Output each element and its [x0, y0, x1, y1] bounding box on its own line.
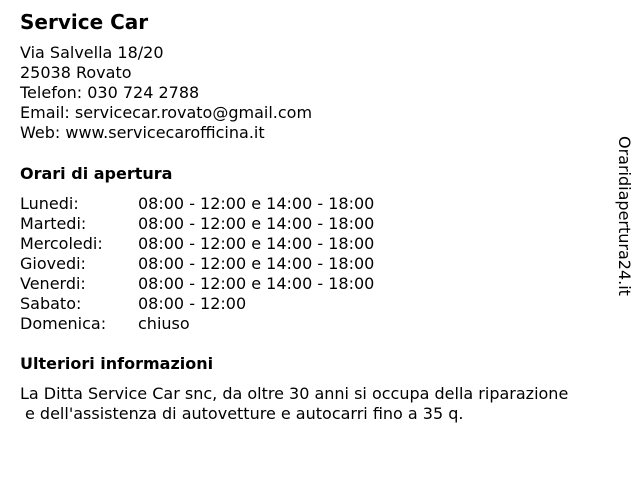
website: Web: www.servicecarofficina.it: [20, 123, 265, 142]
info-line: La Ditta Service Car snc, da oltre 30 anni si occupa della riparazione: [20, 384, 569, 403]
day-hours: 08:00 - 12:00 e 14:00 - 18:00: [138, 194, 375, 213]
street-address: Via Salvella 18/20: [20, 43, 164, 62]
day-label: Lunedi:: [20, 194, 79, 213]
day-label: Sabato:: [20, 294, 82, 313]
day-hours: chiuso: [138, 314, 190, 333]
additional-info-text: [20, 384, 568, 424]
phone-number: Telefon: 030 724 2788: [20, 83, 200, 102]
opening-hours-heading: Orari di apertura: [20, 164, 173, 183]
email-address: Email: servicecar.rovato@gmail.com: [20, 103, 313, 122]
hours-row-sunday: [20, 314, 440, 334]
hours-row-friday: [20, 274, 440, 294]
additional-info-heading: Ulteriori informazioni: [20, 354, 214, 373]
hours-row-thursday: [20, 254, 440, 274]
info-line: e dell'assistenza di autovetture e autocarri fino a 35 q.: [25, 404, 464, 423]
hours-row-saturday: [20, 294, 440, 314]
site-brand-vertical: Oraridiapertura24.it: [615, 136, 634, 296]
hours-row-tuesday: [20, 214, 440, 234]
postal-city: 25038 Rovato: [20, 63, 132, 82]
day-hours: 08:00 - 12:00 e 14:00 - 18:00: [138, 274, 375, 293]
day-label: Martedi:: [20, 214, 87, 233]
day-hours: 08:00 - 12:00 e 14:00 - 18:00: [138, 214, 375, 233]
day-hours: 08:00 - 12:00 e 14:00 - 18:00: [138, 234, 375, 253]
business-name: Service Car: [20, 10, 149, 34]
day-label: Giovedi:: [20, 254, 86, 273]
hours-row-wednesday: [20, 234, 440, 254]
hours-row-monday: [20, 194, 440, 214]
day-label: Mercoledi:: [20, 234, 103, 253]
day-hours: 08:00 - 12:00 e 14:00 - 18:00: [138, 254, 375, 273]
day-hours: 08:00 - 12:00: [138, 294, 247, 313]
day-label: Domenica:: [20, 314, 107, 333]
contact-block: [20, 43, 312, 143]
day-label: Venerdi:: [20, 274, 86, 293]
opening-hours-table: [20, 194, 440, 334]
